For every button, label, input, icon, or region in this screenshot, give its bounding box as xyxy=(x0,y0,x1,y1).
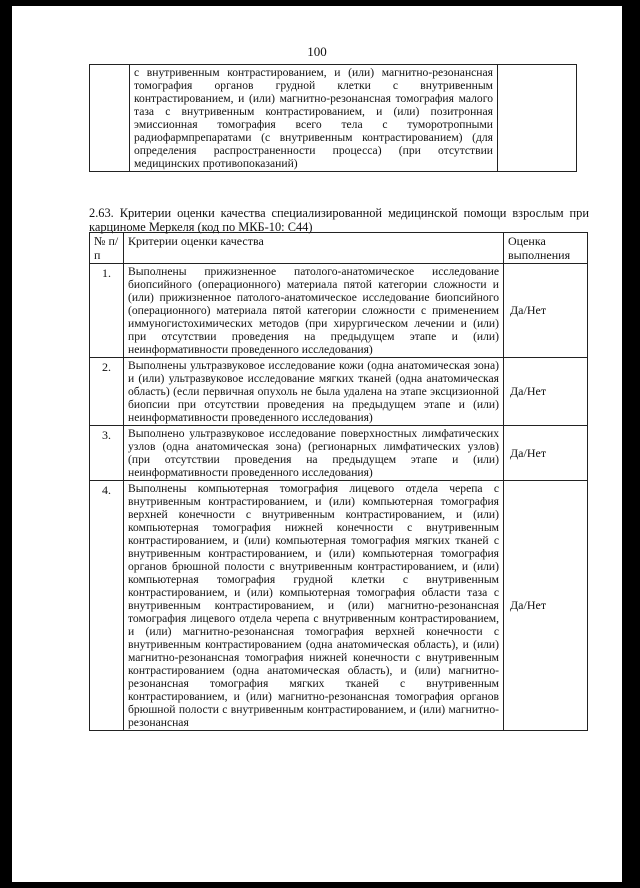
table-row xyxy=(90,358,588,426)
document-page xyxy=(12,6,622,882)
result-cell xyxy=(498,65,577,172)
row-number: 1. xyxy=(90,264,124,358)
table-row xyxy=(90,481,588,731)
row-criterion: Выполнены ультразвуковое исследование кожи (одна анатомическая зона) и (или) ультразвуковое исследование мягких тканей (одна анатомическая область) (если первичная опухоль не была удалена на этапе эксцизионной биопсии при отсутствии проведения на предыдущем этапе и (или) неинформативности проведенного исследования) xyxy=(124,358,504,426)
header-result: Оценка выполнения xyxy=(504,233,588,264)
row-criterion: Выполнено ультразвуковое исследование поверхностных лимфатических узлов (одна анатомическая зона) (регионарных лимфатических узлов) (при отсутствии проведения на предыдущем этапе и (или) неинформативности проведенного исследования) xyxy=(124,426,504,481)
table-row xyxy=(90,426,588,481)
table-row xyxy=(90,65,577,172)
row-result: Да/Нет xyxy=(504,481,588,731)
row-number: 3. xyxy=(90,426,124,481)
row-result: Да/Нет xyxy=(504,426,588,481)
row-number: 2. xyxy=(90,358,124,426)
header-criterion: Критерии оценки качества xyxy=(124,233,504,264)
row-criterion: Выполнены прижизненное патолого-анатомическое исследование биопсийного (операционного) материала пятой категории сложности и (или) прижизненное патолого-анатомическое исследование биопсийного (операционного) материала пятой категории сложности с применением иммуногистохимических методов (при хирургическом лечении и (или) при отсутствии проведения на предыдущем этапе и (или) неинформативности проведенного исследования) xyxy=(124,264,504,358)
header-number: № п/п xyxy=(90,233,124,264)
row-number: 4. xyxy=(90,481,124,731)
row-result: Да/Нет xyxy=(504,358,588,426)
criterion-cell: с внутривенным контрастированием, и (или) магнитно-резонансная томография органов грудной клетки с внутривенным контрастированием, и (или) магнитно-резонансная томография малого таза с внутривенным контрастированием, и (или) позитронная эмиссионная томография всего тела с туморотропными радиофармпрепаратами (с внутривенным контрастированием) (для определения распространенности процесса) (при отсутствии медицинских противопоказаний) xyxy=(130,65,498,172)
number-cell xyxy=(90,65,130,172)
page-number: 100 xyxy=(307,44,327,59)
continued-table xyxy=(89,64,577,172)
row-result: Да/Нет xyxy=(504,264,588,358)
table-header-row xyxy=(90,233,588,264)
table-row xyxy=(90,264,588,358)
row-criterion: Выполнены компьютерная томография лицевого отдела черепа с внутривенным контрастированием, и (или) компьютерная томография верхней конечности с внутривенным контрастированием, и (или) компьютерная томография нижней конечности с внутривенным контрастированием, и (или) компьютерная томография мягких тканей с внутривенным контрастированием, и (или) компьютерная томография органов брюшной полости с внутривенным контрастированием, и (или) компьютерная томография грудной клетки с внутривенным контрастированием, и (или) компьютерная томография области таза с внутривенным контрастированием, и (или) магнитно-резонансная томография лицевого отдела черепа с внутривенным контрастированием, и (или) магнитно-резонансная томография верхней конечности с внутривенным контрастированием (одна анатомическая область), и (или) магнитно-резонансная томография нижней конечности с внутривенным контрастированием (одна анатомическая область), и (или) магнитно-резонансная томография мягких тканей с внутривенным контрастированием, и (или) магнитно-резонансная томография органов брюшной полости с внутривенным контрастированием, и (или) магнитно-резонансная xyxy=(124,481,504,731)
section-title: 2.63. Критерии оценки качества специализированной медицинской помощи взрослым при карциноме Меркеля (код по МКБ-10: С44) xyxy=(89,206,589,234)
criteria-table xyxy=(89,232,588,731)
